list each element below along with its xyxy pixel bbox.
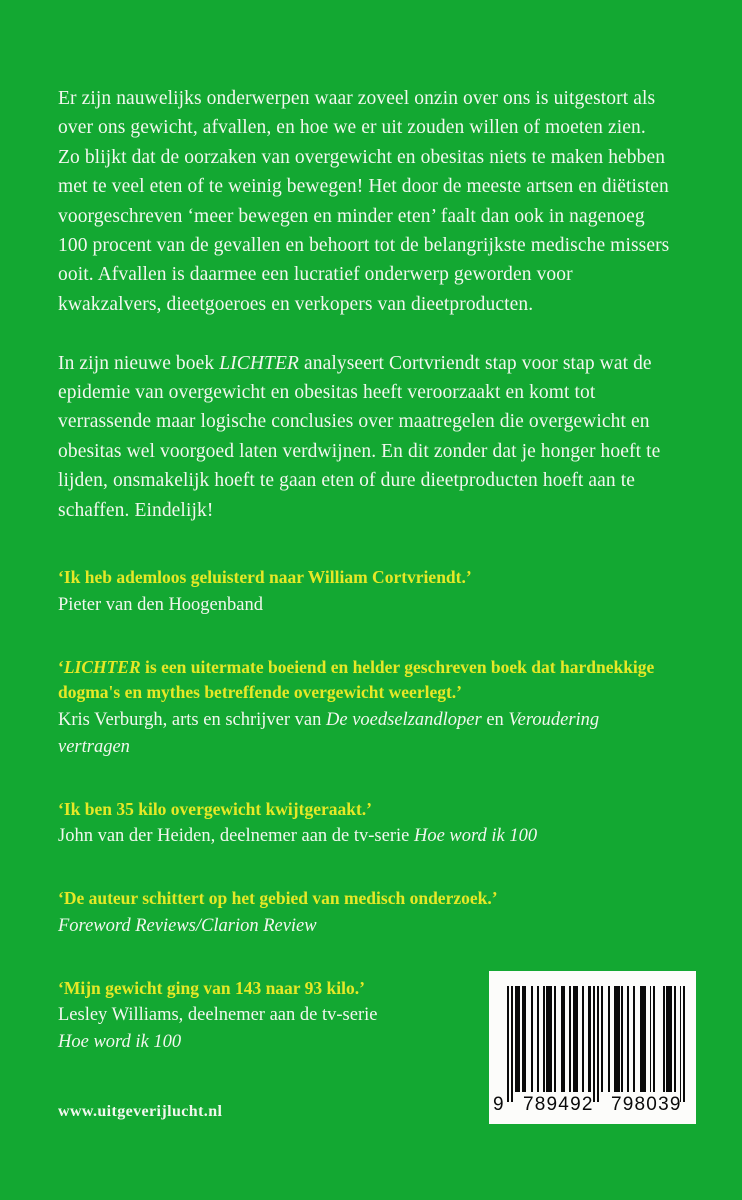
cover-text-content — [58, 84, 670, 1056]
quote-text: ‘De auteur schittert op het gebied van medisch onderzoek.’ — [58, 888, 498, 909]
review-quote-2 — [58, 655, 670, 761]
quote-attribution: Foreword Reviews/Clarion Review — [58, 915, 317, 936]
quote-text: ‘Mijn gewicht ging van 143 naar 93 kilo.’ — [58, 977, 365, 998]
quote-text: ‘Ik heb ademloos geluisterd naar William Cortvriendt.’ — [58, 567, 472, 588]
publisher-website-url[interactable]: www.uitgeverijlucht.nl — [58, 1103, 223, 1120]
isbn-barcode — [489, 971, 696, 1124]
book-title-lichter: LICHTER — [63, 656, 141, 677]
book-title-voedselzandloper: De voedselzandloper — [326, 709, 482, 730]
quote-text: ‘Ik ben 35 kilo overgewicht kwijtgeraakt.’ — [58, 798, 373, 819]
book-title-veroudering-vertragen: Veroudering vertragen — [58, 709, 600, 757]
quote-open-mark: ‘ — [58, 656, 64, 677]
review-quote-1 — [58, 565, 670, 619]
barcode-digits — [493, 1094, 686, 1118]
barcode-left-group: 789492 — [523, 1094, 594, 1115]
blurb-paragraph-1: Er zijn nauwelijks onderwerpen waar zoveel onzin over ons is uitgestort als over ons gewicht, afvallen, en hoe we er uit zouden willen of moeten zien. Zo blijkt dat de oorzaken van overgewicht en obesitas niets te maken hebben met te veel eten of te weinig bewegen! Het door de meeste artsen en diëtisten voorgeschreven ‘meer bewegen en minder eten’ faalt dan ook in nagenoeg 100 procent van de gevallen en behoort tot de belangrijkste medische missers ooit. Afvallen is daarmee een lucratief onderwerp geworden voor kwakzalvers, dieetgoeroes en verkopers van dieetproducten. — [58, 88, 670, 315]
attribution-conjunction: en — [481, 709, 509, 730]
barcode-bar — [683, 986, 685, 1102]
quote-text — [58, 655, 670, 706]
book-title-lichter: LICHTER — [219, 352, 299, 374]
attribution-name: John van der Heiden, deelnemer aan de tv-serie — [58, 826, 414, 847]
barcode-right-group: 798039 — [611, 1094, 682, 1115]
barcode-inner — [493, 986, 686, 1115]
quote-attribution — [58, 707, 670, 761]
quote-attribution — [58, 823, 670, 850]
attribution-name: Lesley Williams, deelnemer aan de tv-serie — [58, 1005, 378, 1026]
tv-series-title-hoe-word-ik-100: Hoe word ik 100 — [413, 826, 538, 847]
tv-series-title-hoe-word-ik-100: Hoe word ik 100 — [58, 1032, 182, 1053]
review-quote-3 — [58, 797, 670, 851]
barcode-bars — [507, 986, 686, 1092]
review-quote-4 — [58, 886, 670, 940]
quote-body: is een uitermate boeiend en helder geschreven boek dat hardnekkige dogma's en mythes betreffende overgewicht weerlegt.’ — [58, 656, 655, 703]
barcode-lead-digit: 9 — [493, 1094, 505, 1115]
quote-attribution: Pieter van den Hoogenband — [58, 594, 263, 615]
blurb-paragraph-2-rest: analyseert Cortvriendt stap voor stap wat de epidemie van overgewicht en obesitas heeft veroorzaakt en komt tot verrassende maar logische conclusies over maatregelen die overgewicht en obesitas wel voorgoed laten verdwijnen. En dit zonder dat je honger hoeft te lijden, onsmakelijk hoeft te gaan eten of dure dieetproducten hoeft aan te schaffen. Eindelijk! — [58, 352, 661, 521]
blurb-paragraph-2-lead: In zijn nieuwe boek — [58, 352, 220, 374]
attribution-name: Kris Verburgh, arts en schrijver van — [58, 709, 327, 730]
blurb-paragraph-2 — [58, 349, 670, 525]
